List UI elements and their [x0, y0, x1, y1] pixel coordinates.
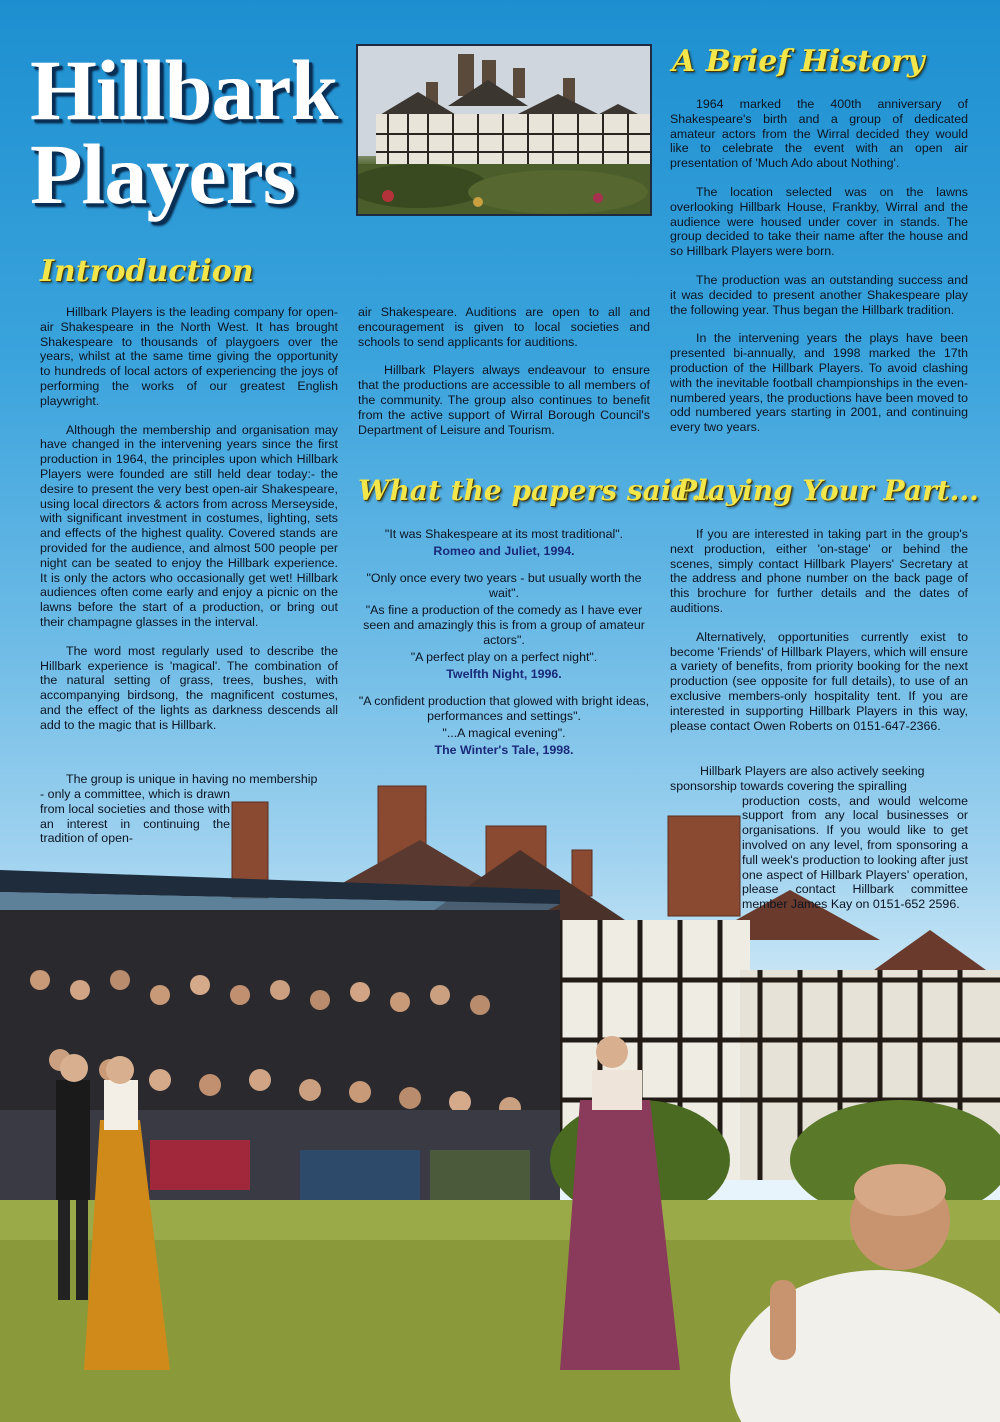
house-illustration: [358, 46, 652, 216]
press-quotes: [356, 527, 652, 770]
quote-source: Twelfth Night, 1996.: [446, 667, 562, 681]
history-heading: A Brief History: [672, 44, 925, 79]
quote: "It was Shakespeare at its most traditional".: [384, 527, 624, 541]
intro-paragraph: Although the membership and organisation may have changed in the intervening years since the first production in 1964, the principles upon which Hillbark Players were founded are still held dear today:- the desire to present the very best open-air Shakespeare, using local directors & actors from across Merseyside, with significant investment in costumes, lighting, sets and effects of the highest quality. Covered stands are provided for the audience, and almost 500 people per night can be seated to enjoy the Hillbark experience. It is only the actors who occasionally get wet! Hillbark audiences often come early and enjoy a picnic on the lawns before the start of a production, or bring out their champagne glasses in the interval.: [40, 422, 338, 629]
intro-tail-line: The group is unique in having no membership: [66, 772, 318, 786]
quote-source: The Winter's Tale, 1998.: [434, 743, 574, 757]
introduction-column-2: [358, 305, 650, 451]
intro-paragraph: air Shakespeare. Auditions are open to all and encouragement is given to local societies and schools to send applicants for auditions.: [358, 305, 650, 349]
quote: "As fine a production of the comedy as I have ever seen and amazingly this is from a group of amateur actors".: [363, 603, 645, 647]
intro-paragraph: Hillbark Players is the leading company for open-air Shakespeare in the North West. It has brought Shakespeare to thousands of playgoers over the years, whilst at the same time giving the opportunity to hundreds of local actors of experiencing the joys of performing the works of our greatest English playwright.: [40, 305, 338, 408]
introduction-column-1: [40, 305, 338, 747]
playing-paragraph: Alternatively, opportunities currently exist to become 'Friends' of Hillbark Players, which will ensure a variety of benefits, from priority booking for the next production (see opposite for full details), to use of an exclusive members-only hospitality tent. If you are interested in supporting Hillbark Players in this way, please contact Owen Roberts on 0151-647-2366.: [670, 629, 968, 733]
playing-tail-text: production costs, and would welcome support from any local businesses or organisations. If you would like to get involved on any level, from sponsoring a full week's production to looking after just one aspect of Hillbark Players' operation, please contact Hillbark committee member James Kay on 0151-652 2596.: [742, 793, 968, 912]
intro-paragraph: Hillbark Players always endeavour to ensure that the productions are accessible to all members of the community. The group also continues to benefit from the active support of Wirral Borough Council's Department of Leisure and Tourism.: [358, 363, 650, 437]
quote: "...A magical evening".: [442, 726, 566, 740]
papers-heading: What the papers said...: [358, 474, 721, 507]
intro-paragraph: The word most regularly used to describe the Hillbark experience is 'magical'. The combination of the natural setting of grass, trees, bushes, with accompanying birdsong, the magnificent costumes, and the effect of the lights as darkness descends all add to the magic that is Hillbark.: [40, 643, 338, 732]
playing-tail-line: sponsorship towards covering the spiralling: [670, 778, 907, 793]
history-paragraph: In the intervening years the plays have been presented bi-annually, and 1998 marked the 17th production of the Hillbark Players. To avoid clashing with the inevitable football championships in the even-numbered years, the productions have been moved to odd numbered years starting in 2001, and continuing every two years.: [670, 331, 968, 435]
title-line-1: Hillbark: [30, 42, 338, 138]
quote: "A confident production that glowed with bright ideas, performances and settings".: [358, 694, 650, 723]
playing-tail-line: Hillbark Players are also actively seeking: [700, 764, 925, 778]
playing-paragraph: If you are interested in taking part in the group's next production, either 'on-stage' or behind the scenes, simply contact Hillbark Players' Secretary at the address and phone number on the back page of this brochure for further details and the dates of auditions.: [670, 527, 968, 615]
title-line-2: Players: [30, 126, 296, 222]
quote: "A perfect play on a perfect night".: [410, 650, 598, 664]
quote: "Only once every two years - but usually worth the wait".: [366, 571, 642, 600]
history-paragraph: 1964 marked the 400th anniversary of Shakespeare's birth and a group of dedicated amateur actors from the Wirral decided they would like to celebrate the event with an open air presentation of 'Much Ado about Nothing'.: [670, 97, 968, 171]
playing-heading: Playing Your Part...: [676, 474, 979, 507]
history-paragraph: The production was an outstanding success and it was decided to present another Shakespeare play the following year. Thus began the Hillbark tradition.: [670, 272, 968, 317]
playing-tail: [670, 764, 968, 912]
history-paragraph: The location selected was on the lawns overlooking Hillbark House, Frankby, Wirral and the audience were housed under cover in stands. The group decided to take their name after the house and so Hillbark Players were born.: [670, 184, 968, 259]
page-title: [30, 42, 350, 222]
playing-column: [670, 527, 968, 747]
history-column: [670, 97, 968, 449]
introduction-heading: Introduction: [40, 254, 254, 289]
intro-tail-text: - only a committee, which is drawn from local societies and those with an interest in continuing the tradition of open-: [40, 787, 230, 846]
hillbark-house-photo: [356, 44, 652, 216]
quote-source: Romeo and Juliet, 1994.: [433, 544, 575, 558]
